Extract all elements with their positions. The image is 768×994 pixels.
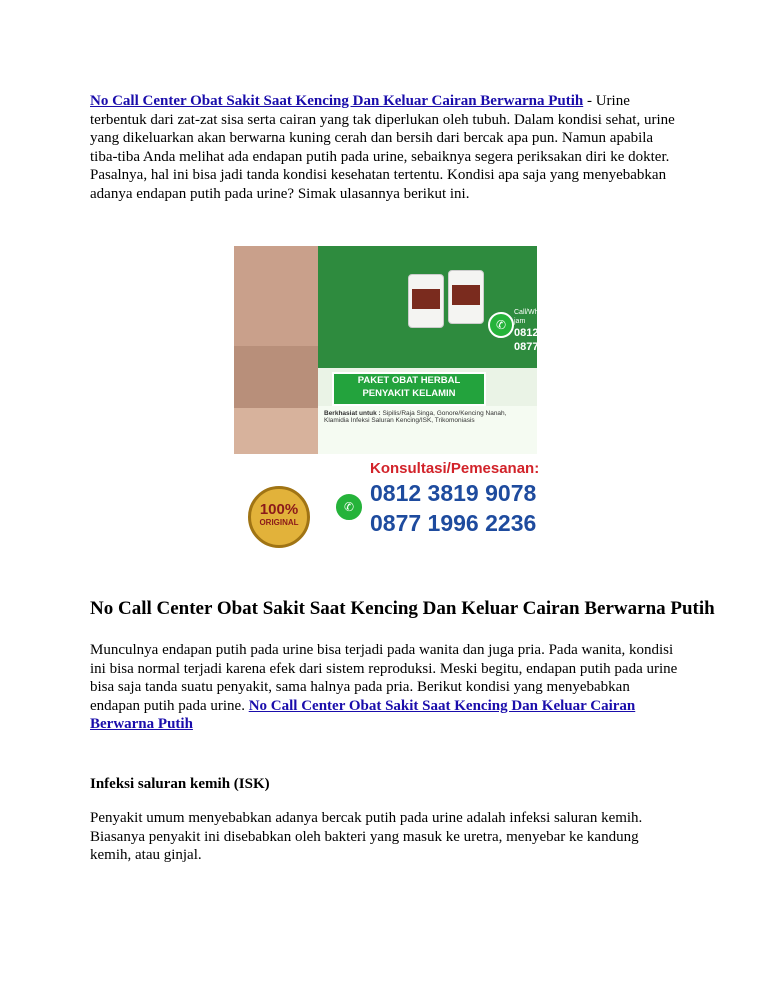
whatsapp-icon: ✆ — [488, 312, 514, 338]
ad-banner — [332, 372, 486, 406]
product-bottles — [408, 270, 492, 340]
badge-text: ORIGINAL — [259, 518, 299, 527]
ad-contact — [514, 308, 618, 354]
banner-line2: PENYAKIT KELAMIN — [362, 388, 456, 399]
original-badge — [248, 486, 310, 548]
consult-title: Konsultasi/Pemesanan: — [370, 460, 540, 477]
isk-paragraph: Penyakit umum menyebabkan adanya bercak putih pada urine adalah infeksi saluran kemih. Biasanya penyakit ini disebabkan oleh bakteri yang masuk ke uretra, menyebar ke kandung kemih, atau ginjal. — [90, 810, 643, 863]
consult-phone-1: 0812 3819 9078 — [370, 480, 537, 506]
section-paragraph — [90, 641, 682, 734]
contact-label: Call/WhatsApp/SMS Online 24 jam — [514, 309, 610, 325]
ad-uses — [318, 406, 537, 454]
intro-paragraph — [90, 92, 682, 203]
whatsapp-icon: ✆ — [334, 492, 364, 522]
banner-line1: PAKET OBAT HERBAL — [357, 375, 461, 386]
ad-consultation — [234, 454, 540, 548]
uses-text: Sipilis/Raja Singa, Gonore/Kencing Nanah, Klamidia Infeksi Saluran Kencing/ISK, Trikomoniasis — [324, 410, 507, 424]
para2-link[interactable]: No Call Center Obat Sakit Saat Kencing Dan Keluar Cairan Berwarna Putih — [90, 697, 636, 732]
advertisement-image — [234, 246, 610, 548]
section-heading: No Call Center Obat Sakit Saat Kencing Dan Keluar Cairan Berwarna Putih — [90, 598, 715, 619]
para2-text: Munculnya endapan putih pada urine bisa terjadi pada wanita dan juga pria. Pada wanita, kondisi ini bisa normal terjadi karena efek dari sistem reproduksi. Meski begitu, endapan putih pada urine bisa saja tanda suatu penyakit, sama halnya pada pria. Berikut kondisi yang menyebabkan endapan putih pada urine. — [90, 642, 678, 714]
badge-pct: 100% — [259, 501, 299, 518]
phone-a: 0812 3819 9078 — [514, 327, 594, 339]
ad-product-panel — [318, 246, 610, 368]
intro-link[interactable]: No Call Center Obat Sakit Saat Kencing Dan Keluar Cairan Berwarna Putih — [90, 93, 584, 109]
phone-b: 0877 1996 2236 — [514, 341, 594, 353]
subheading-isk: Infeksi saluran kemih (ISK) — [90, 776, 270, 792]
consult-phone-2: 0877 1996 2236 — [370, 510, 537, 536]
intro-text: - Urine terbentuk dari zat-zat sisa serta cairan yang tak diperlukan oleh tubuh. Dalam kondisi sehat, urine yang dikeluarkan akan berwarna kuning cerah dan bersih dari bercak apa pun. Namun apabila tiba-tiba Anda melihat ada endapan putih pada urine, sebaiknya segera periksakan diri ke dokter. Pasalnya, hal ini bisa jadi tanda kondisi kesehatan tertentu. Kondisi apa saja yang menyebabkan adanya endapan putih pada urine? Simak ulasannya berikut ini. — [90, 93, 675, 202]
uses-label: Berkhasiat untuk : — [324, 410, 381, 417]
